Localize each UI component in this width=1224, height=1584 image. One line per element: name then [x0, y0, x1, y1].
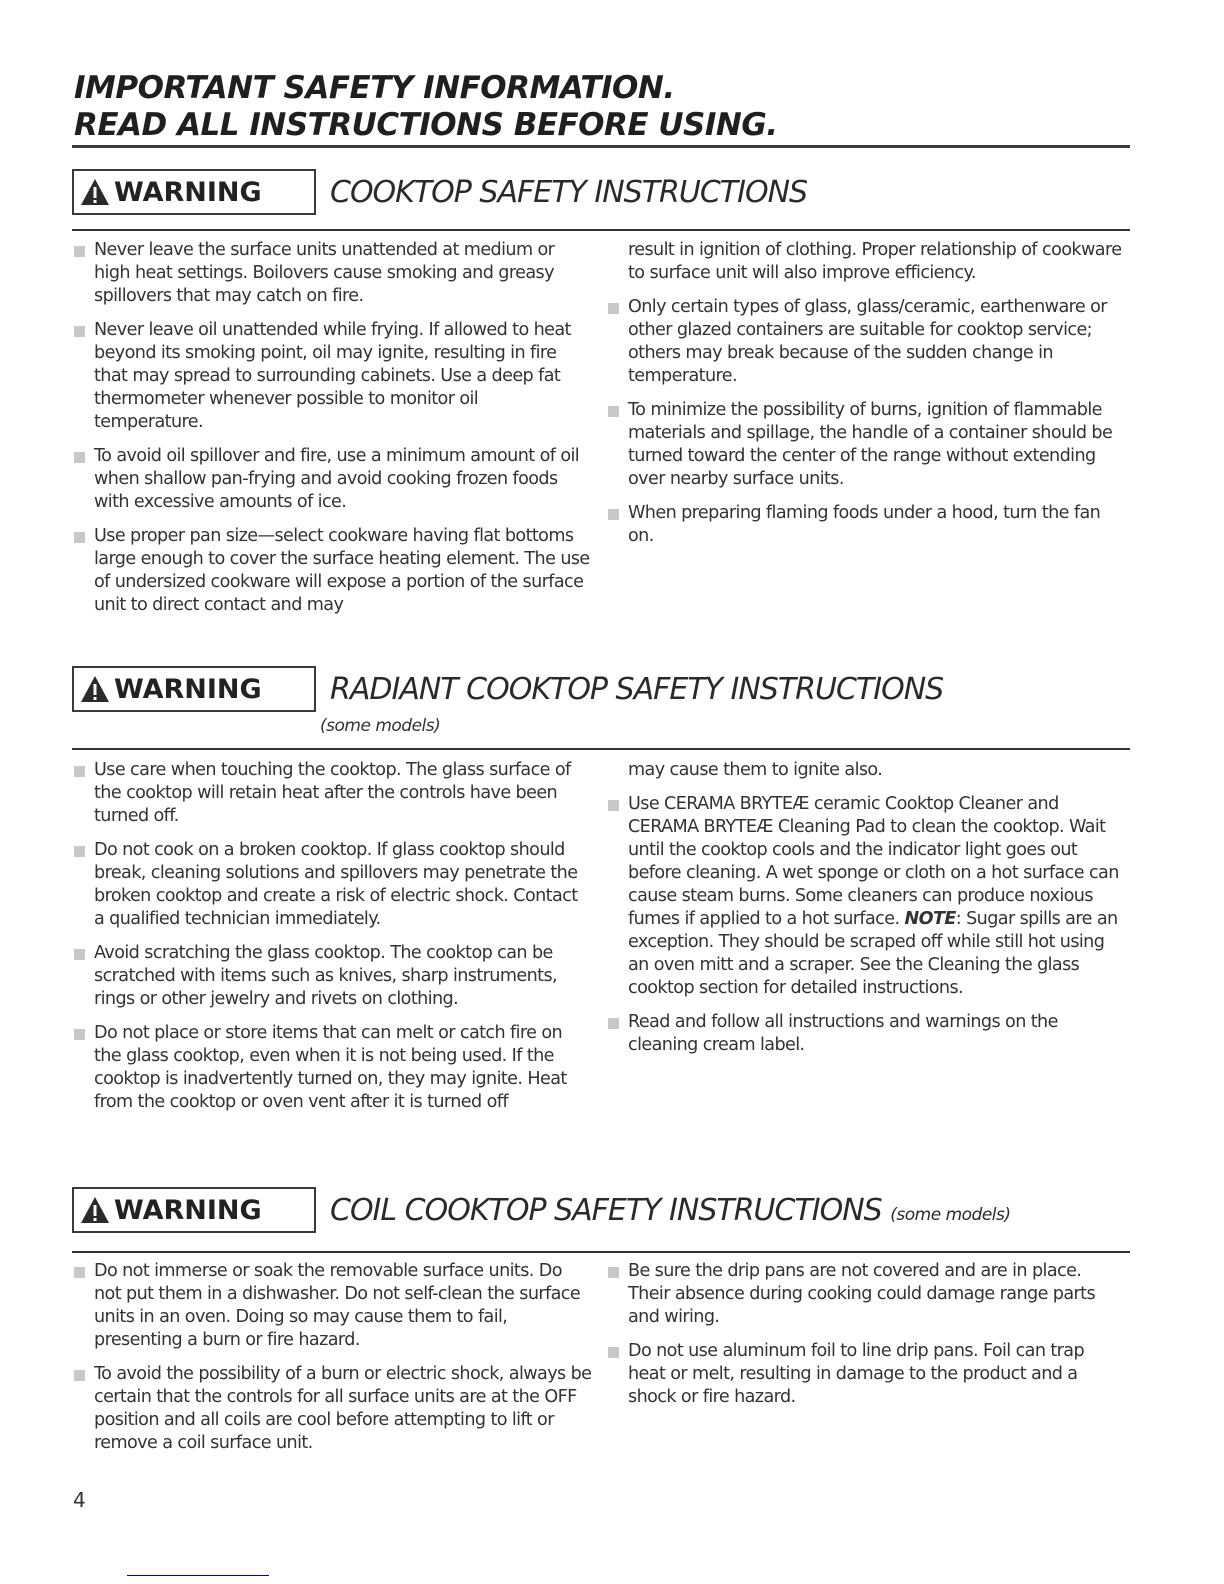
list-item: Only certain types of glass, glass/ceramic, earthenware or other glazed containers are suitable for cooktop service; others may break because of the sudden change in temperature. — [606, 296, 1126, 388]
bullet-icon — [608, 1018, 619, 1029]
warning-label: WARNING — [114, 176, 262, 208]
left-column — [72, 759, 592, 1125]
bullet-icon — [608, 1347, 619, 1358]
section-divider — [72, 1251, 1130, 1253]
bullet-icon — [74, 846, 85, 857]
note-label: NOTE — [904, 909, 956, 929]
list-item: Do not use aluminum foil to line drip pans. Foil can trap heat or melt, resulting in damage to the product and a shock or fire hazard. — [606, 1340, 1126, 1409]
warning-triangle-icon — [80, 1196, 110, 1224]
warning-badge — [72, 666, 316, 712]
list-item: Use CERAMA BRYTEÆ ceramic Cooktop Cleaner and CERAMA BRYTEÆ Cleaning Pad to clean the cooktop. Wait until the cooktop cools and the indicator light goes out before cleaning. A wet sponge or cloth on a hot surface can cause steam burns. Some cleaners can produce noxious fumes if applied to a hot surface. NOTE: Sugar spills are an exception. They should be scraped off while still hot using an oven mitt and a scraper. See the Cleaning the glass cooktop section for detailed instructions. — [606, 793, 1126, 1000]
list-item: Use proper pan size—select cookware having flat bottoms large enough to cover the surface heating element. The use of undersized cookware will expose a portion of the surface unit to direct contact and may — [72, 525, 592, 617]
bullet-icon — [74, 532, 85, 543]
list-item: Never leave the surface units unattended at medium or high heat settings. Boilovers cause smoking and greasy spillovers that may catch on fire. — [72, 239, 592, 308]
section-heading: RADIANT COOKTOP SAFETY INSTRUCTIONS — [330, 672, 944, 707]
list-item-continuation: may cause them to ignite also. — [628, 760, 883, 780]
section-heading — [330, 1191, 1011, 1235]
bullet-icon — [74, 1370, 85, 1381]
bullet-icon — [608, 406, 619, 417]
list-item: Be sure the drip pans are not covered and are in place. Their absence during cooking could damage range parts and wiring. — [606, 1260, 1126, 1329]
right-column — [606, 759, 1126, 1068]
list-item: Do not place or store items that can melt or catch fire on the glass cooktop, even when it is not being used. If the cooktop is inadvertently turned on, they may ignite. Heat from the cooktop or oven vent after it is turned off — [72, 1022, 592, 1114]
section-subheading: (some models) — [320, 716, 441, 736]
list-item: Read and follow all instructions and warnings on the cleaning cream label. — [606, 1011, 1126, 1057]
warning-badge — [72, 169, 316, 215]
section-divider — [72, 229, 1130, 231]
section-coil-cooktop-safety — [72, 1187, 1130, 1467]
title-divider — [72, 145, 1130, 148]
section-radiant-cooktop-safety — [72, 666, 1130, 1146]
right-column — [606, 239, 1126, 559]
bullet-icon — [74, 1267, 85, 1278]
bullet-icon — [74, 452, 85, 463]
warning-badge — [72, 1187, 316, 1233]
list-item: Use care when touching the cooktop. The glass surface of the cooktop will retain heat after the controls have been turned off. — [72, 759, 592, 828]
list-item-continuation: result in ignition of clothing. Proper relationship of cookware to surface unit will also improve efficiency. — [628, 240, 1122, 283]
list-item: Do not cook on a broken cooktop. If glass cooktop should break, cleaning solutions and spillovers may penetrate the broken cooktop and create a risk of electric shock. Contact a qualified technician immediately. — [72, 839, 592, 931]
footer-line — [127, 1575, 269, 1576]
right-column — [606, 1260, 1126, 1420]
list-item: To minimize the possibility of burns, ignition of flammable materials and spillage, the handle of a container should be turned toward the center of the range without extending over nearby surface units. — [606, 399, 1126, 491]
warning-label: WARNING — [114, 1194, 262, 1226]
warning-triangle-icon — [80, 178, 110, 206]
bullet-icon — [74, 949, 85, 960]
list-item: Avoid scratching the glass cooktop. The cooktop can be scratched with items such as knives, sharp instruments, rings or other jewelry and rivets on clothing. — [72, 942, 592, 1011]
bullet-icon — [74, 766, 85, 777]
left-column — [72, 1260, 592, 1466]
list-item: Do not immerse or soak the removable surface units. Do not put them in a dishwasher. Do not self-clean the surface units in an oven. Doing so may cause them to fail, presenting a burn or fire hazard. — [72, 1260, 592, 1352]
list-item: To avoid the possibility of a burn or electric shock, always be certain that the controls for all surface units are at the OFF position and all coils are cool before attempting to lift or remove a coil surface unit. — [72, 1363, 592, 1455]
section-cooktop-safety — [72, 169, 1130, 629]
list-item: To avoid oil spillover and fire, use a minimum amount of oil when shallow pan-frying and avoid cooking frozen foods with excessive amounts of ice. — [72, 445, 592, 514]
title-line-1: IMPORTANT SAFETY INFORMATION. — [74, 70, 675, 106]
section-heading-suffix: (some models) — [890, 1205, 1011, 1225]
bullet-icon — [608, 509, 619, 520]
warning-triangle-icon — [80, 675, 110, 703]
warning-label: WARNING — [114, 673, 262, 705]
list-item: When preparing flaming foods under a hood, turn the fan on. — [606, 502, 1126, 548]
bullet-icon — [608, 1267, 619, 1278]
bullet-icon — [608, 800, 619, 811]
bullet-icon — [74, 1029, 85, 1040]
title-line-2: READ ALL INSTRUCTIONS BEFORE USING. — [74, 107, 778, 143]
section-heading-text: COIL COOKTOP SAFETY INSTRUCTIONS — [330, 1193, 882, 1228]
bullet-icon — [74, 246, 85, 257]
section-divider — [72, 748, 1130, 750]
bullet-icon — [608, 303, 619, 314]
left-column — [72, 239, 592, 628]
list-item: Never leave oil unattended while frying. If allowed to heat beyond its smoking point, oil may ignite, resulting in fire that may spread to surrounding cabinets. Use a deep fat thermometer whenever possible to monitor oil temperature. — [72, 319, 592, 434]
section-heading: COOKTOP SAFETY INSTRUCTIONS — [330, 175, 808, 210]
page-number: 4 — [73, 1488, 86, 1512]
page-title — [74, 70, 1134, 144]
bullet-icon — [74, 326, 85, 337]
